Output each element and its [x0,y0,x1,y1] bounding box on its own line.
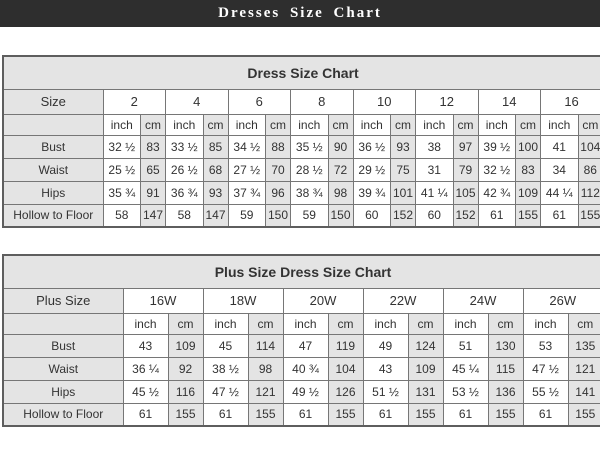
size-header-cell: 6 [228,89,291,114]
unit-inch-cell: inch [283,313,328,334]
unit-inch-cell: inch [123,313,168,334]
measurement-cell: 72 [328,158,353,181]
measurement-cell: 55 ½ [523,380,568,403]
measurement-cell: 37 ¾ [228,181,266,204]
measurement-cell: 45 ½ [123,380,168,403]
measurement-cell: 96 [266,181,291,204]
unit-cm-cell: cm [488,313,523,334]
measurement-cell: 38 [416,135,454,158]
measurement-cell: 136 [488,380,523,403]
size-header-cell: 4 [166,89,229,114]
measurement-cell: 147 [141,204,166,227]
unit-inch-cell: inch [291,114,329,135]
unit-inch-cell: inch [353,114,391,135]
unit-inch-cell: inch [363,313,408,334]
measurement-cell: 44 ¼ [541,181,579,204]
row-label: Hollow to Floor [3,204,103,227]
measurement-cell: 38 ¾ [291,181,329,204]
measurement-cell: 35 ¾ [103,181,141,204]
row-label: Bust [3,135,103,158]
measurement-cell: 51 ½ [363,380,408,403]
corner-empty-cell [3,313,123,334]
measurement-cell: 59 [291,204,329,227]
measurement-cell: 47 [283,334,328,357]
measurement-cell: 109 [168,334,203,357]
unit-inch-cell: inch [443,313,488,334]
size-header-cell: 24W [443,288,523,313]
measurement-cell: 65 [141,158,166,181]
unit-cm-cell: cm [266,114,291,135]
corner-label: Plus Size [3,288,123,313]
measurement-cell: 90 [328,135,353,158]
row-label: Waist [3,357,123,380]
unit-cm-cell: cm [168,313,203,334]
measurement-cell: 58 [166,204,204,227]
measurement-cell: 116 [168,380,203,403]
measurement-cell: 152 [453,204,478,227]
measurement-cell: 75 [391,158,416,181]
measurement-cell: 93 [203,181,228,204]
measurement-cell: 124 [408,334,443,357]
size-header-cell: 22W [363,288,443,313]
measurement-cell: 61 [363,403,408,426]
unit-inch-cell: inch [478,114,516,135]
measurement-cell: 36 ½ [353,135,391,158]
measurement-cell: 61 [283,403,328,426]
measurement-cell: 70 [266,158,291,181]
row-label: Hollow to Floor [3,403,123,426]
measurement-cell: 58 [103,204,141,227]
corner-empty-cell [3,114,103,135]
measurement-cell: 26 ½ [166,158,204,181]
measurement-cell: 155 [408,403,443,426]
measurement-cell: 61 [443,403,488,426]
measurement-cell: 83 [141,135,166,158]
measurement-cell: 97 [453,135,478,158]
measurement-cell: 31 [416,158,454,181]
measurement-cell: 79 [453,158,478,181]
measurement-cell: 29 ½ [353,158,391,181]
measurement-cell: 36 ¾ [166,181,204,204]
measurement-cell: 98 [328,181,353,204]
measurement-cell: 152 [391,204,416,227]
measurement-cell: 45 ¼ [443,357,488,380]
measurement-cell: 121 [248,380,283,403]
size-header-cell: 16W [123,288,203,313]
size-header-cell: 2 [103,89,166,114]
topbar [0,0,600,27]
unit-cm-cell: cm [568,313,600,334]
row-label: Waist [3,158,103,181]
unit-inch-cell: inch [523,313,568,334]
unit-cm-cell: cm [516,114,541,135]
corner-label: Size [3,89,103,114]
size-header-cell: 12 [416,89,479,114]
unit-inch-cell: inch [416,114,454,135]
measurement-cell: 60 [416,204,454,227]
unit-inch-cell: inch [166,114,204,135]
table-title: Plus Size Dress Size Chart [3,255,600,288]
measurement-cell: 41 ¼ [416,181,454,204]
measurement-cell: 141 [568,380,600,403]
measurement-cell: 155 [328,403,363,426]
measurement-cell: 155 [568,403,600,426]
measurement-cell: 155 [248,403,283,426]
unit-cm-cell: cm [248,313,283,334]
row-label: Hips [3,181,103,204]
unit-cm-cell: cm [408,313,443,334]
measurement-cell: 115 [488,357,523,380]
measurement-cell: 40 ¾ [283,357,328,380]
size-header-cell: 20W [283,288,363,313]
measurement-cell: 114 [248,334,283,357]
unit-inch-cell: inch [228,114,266,135]
unit-cm-cell: cm [453,114,478,135]
measurement-cell: 121 [568,357,600,380]
measurement-cell: 109 [516,181,541,204]
measurement-cell: 51 [443,334,488,357]
unit-cm-cell: cm [328,114,353,135]
size-header-cell: 10 [353,89,416,114]
measurement-cell: 155 [168,403,203,426]
measurement-cell: 68 [203,158,228,181]
measurement-cell: 61 [123,403,168,426]
table-title: Dress Size Chart [3,56,600,89]
measurement-cell: 91 [141,181,166,204]
measurement-cell: 61 [203,403,248,426]
measurement-cell: 38 ½ [203,357,248,380]
measurement-cell: 60 [353,204,391,227]
measurement-cell: 104 [328,357,363,380]
size-header-cell: 8 [291,89,354,114]
measurement-cell: 39 ¾ [353,181,391,204]
measurement-cell: 85 [203,135,228,158]
dress-size-chart-table [2,55,600,228]
measurement-cell: 32 ½ [103,135,141,158]
measurement-cell: 49 [363,334,408,357]
measurement-cell: 43 [123,334,168,357]
unit-cm-cell: cm [141,114,166,135]
measurement-cell: 59 [228,204,266,227]
measurement-cell: 150 [266,204,291,227]
measurement-cell: 35 ½ [291,135,329,158]
measurement-cell: 101 [391,181,416,204]
measurement-cell: 109 [408,357,443,380]
measurement-cell: 61 [478,204,516,227]
unit-inch-cell: inch [541,114,579,135]
measurement-cell: 92 [168,357,203,380]
content [0,55,600,427]
unit-cm-cell: cm [578,114,600,135]
measurement-cell: 155 [516,204,541,227]
measurement-cell: 53 [523,334,568,357]
measurement-cell: 88 [266,135,291,158]
measurement-cell: 135 [568,334,600,357]
measurement-cell: 98 [248,357,283,380]
measurement-cell: 131 [408,380,443,403]
measurement-cell: 104 [578,135,600,158]
measurement-cell: 150 [328,204,353,227]
measurement-cell: 126 [328,380,363,403]
measurement-cell: 49 ½ [283,380,328,403]
measurement-cell: 61 [523,403,568,426]
measurement-cell: 39 ½ [478,135,516,158]
measurement-cell: 130 [488,334,523,357]
measurement-cell: 112 [578,181,600,204]
size-header-cell: 26W [523,288,600,313]
unit-cm-cell: cm [391,114,416,135]
measurement-cell: 28 ½ [291,158,329,181]
plus-size-dress-size-chart-table [2,254,600,427]
measurement-cell: 83 [516,158,541,181]
measurement-cell: 93 [391,135,416,158]
size-header-cell: 16 [541,89,600,114]
unit-cm-cell: cm [203,114,228,135]
row-label: Hips [3,380,123,403]
measurement-cell: 43 [363,357,408,380]
measurement-cell: 47 ½ [523,357,568,380]
row-label: Bust [3,334,123,357]
measurement-cell: 155 [488,403,523,426]
measurement-cell: 45 [203,334,248,357]
size-header-cell: 18W [203,288,283,313]
measurement-cell: 61 [541,204,579,227]
measurement-cell: 34 [541,158,579,181]
measurement-cell: 34 ½ [228,135,266,158]
measurement-cell: 147 [203,204,228,227]
measurement-cell: 119 [328,334,363,357]
unit-inch-cell: inch [103,114,141,135]
measurement-cell: 155 [578,204,600,227]
measurement-cell: 41 [541,135,579,158]
measurement-cell: 47 ½ [203,380,248,403]
size-header-cell: 14 [478,89,541,114]
measurement-cell: 86 [578,158,600,181]
measurement-cell: 32 ½ [478,158,516,181]
page-title: Dresses Size Chart [218,5,382,21]
measurement-cell: 27 ½ [228,158,266,181]
unit-cm-cell: cm [328,313,363,334]
measurement-cell: 33 ½ [166,135,204,158]
measurement-cell: 42 ¾ [478,181,516,204]
measurement-cell: 25 ½ [103,158,141,181]
measurement-cell: 53 ½ [443,380,488,403]
unit-inch-cell: inch [203,313,248,334]
measurement-cell: 105 [453,181,478,204]
measurement-cell: 100 [516,135,541,158]
measurement-cell: 36 ¼ [123,357,168,380]
